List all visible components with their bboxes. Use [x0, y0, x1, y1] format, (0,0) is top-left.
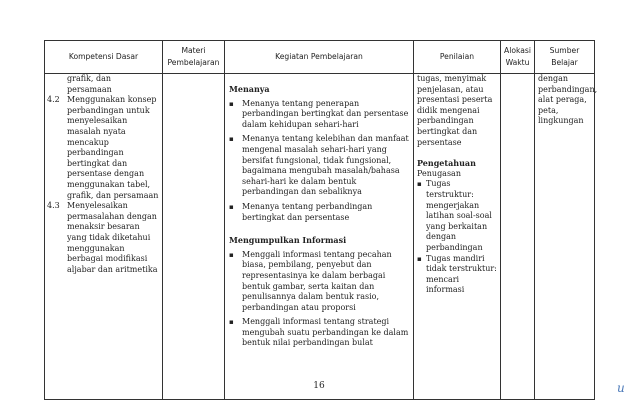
list-item: [229, 250, 409, 314]
page-number: 16: [313, 381, 325, 391]
list-item-text: Menanya tentang kelebihan dan manfaat mengenal masalah sehari-hari yang bersifat fungsional, tidak fungsional, bagaimana mengubah masalah/bahasa sehari-hari ke dalam bentuk perbandingan dan sebaliknya: [242, 134, 409, 197]
list-item: [229, 202, 409, 223]
kegiatan-cell: [225, 74, 414, 400]
bullet-icon: ▪: [229, 318, 234, 327]
list-item: [417, 179, 497, 190]
penilaian-cell: [414, 74, 501, 400]
header-alokasi: Alokasi Waktu: [501, 41, 535, 74]
penilaian-lead: tugas, menyimak penjelasan, atau presentasi peserta didik mengenai perbandingan bertingkat dan persentase: [417, 74, 493, 147]
bullet-icon: ▪: [229, 99, 234, 108]
penilaian-item-text: tidak terstruktur: mencari informasi: [426, 264, 497, 295]
table-row: [45, 74, 595, 400]
alokasi-cell: [501, 74, 535, 400]
rpp-table: [44, 40, 598, 400]
kd-lead-line: grafik, dan: [67, 74, 112, 83]
bullet-icon: ▪: [417, 254, 422, 263]
list-item-text: Menanya tentang perbandingan bertingkat dan persentase: [242, 201, 373, 222]
header-kegiatan: Kegiatan Pembelajaran: [225, 41, 414, 74]
informasi-heading: Mengumpulkan Informasi: [229, 235, 347, 246]
table-header-row: [45, 41, 595, 74]
pengetahuan-heading: Pengetahuan: [417, 158, 476, 169]
kd-item: [47, 201, 160, 275]
kd-text: Menyelesaikan permasalahan dengan menaksir besaran yang tidak diketahui menggunakan berbagai modifikasi aljabar dan aritmetika: [67, 201, 158, 274]
kd-number: 4.3: [47, 201, 60, 211]
kd-number: 4.2: [47, 95, 60, 105]
penugasan-label: Penugasan: [417, 168, 461, 178]
list-item-text: Menanya tentang penerapan perbandingan bertingkat dan persentase dalam kehidupan sehari-hari: [242, 98, 409, 129]
kd-item: [47, 95, 160, 201]
kd-lead: [47, 74, 160, 95]
kd-lead-line: persamaan: [67, 84, 112, 94]
penilaian-item-label: Tugas mandiri: [426, 253, 485, 263]
header-penilaian: Penilaian: [414, 41, 501, 74]
header-materi: Materi Pembelajaran: [163, 41, 225, 74]
list-item: [229, 317, 409, 349]
materi-cell: [163, 74, 225, 400]
bullet-icon: ▪: [229, 250, 234, 259]
list-item: [229, 134, 409, 198]
header-sumber: Sumber Belajar: [535, 41, 595, 74]
kd-cell: [45, 74, 163, 400]
list-item-text: Menggali informasi tentang pecahan biasa, pembilang, penyebut dan representasinya ke dalam berbagai bentuk gambar, serta kaitan dan penulisannya dalam bentuk rasio, perbandingan atau proporsi: [242, 249, 392, 312]
bullet-icon: ▪: [229, 202, 234, 211]
list-item: [229, 99, 409, 131]
kd-text: Menggunakan konsep perbandingan untuk menyelesaikan masalah nyata mencakup perbandingan bertingkat dan persentase dengan menggunakan tabel, grafik, dan persamaan: [67, 95, 159, 200]
sumber-cell: [535, 74, 598, 400]
list-item: [417, 254, 497, 265]
bullet-icon: ▪: [229, 135, 234, 144]
penilaian-item-text: terstruktur: mengerjakan latihan soal-soal yang berkaitan dengan perbandingan: [426, 189, 492, 252]
header-kompetensi-dasar: Kompetensi Dasar: [45, 41, 163, 74]
penilaian-item-label: Tugas: [426, 179, 451, 189]
menanya-heading: Menanya: [229, 84, 270, 94]
logo-mark: u: [617, 381, 625, 395]
bullet-icon: ▪: [417, 180, 422, 189]
list-item-text: Menggali informasi tentang strategi mengubah suatu perbandingan ke dalam bentuk nilai perbandingan bulat: [242, 317, 409, 348]
sumber-text: dengan perbandingan, alat peraga, peta, lingkungan: [538, 74, 598, 126]
